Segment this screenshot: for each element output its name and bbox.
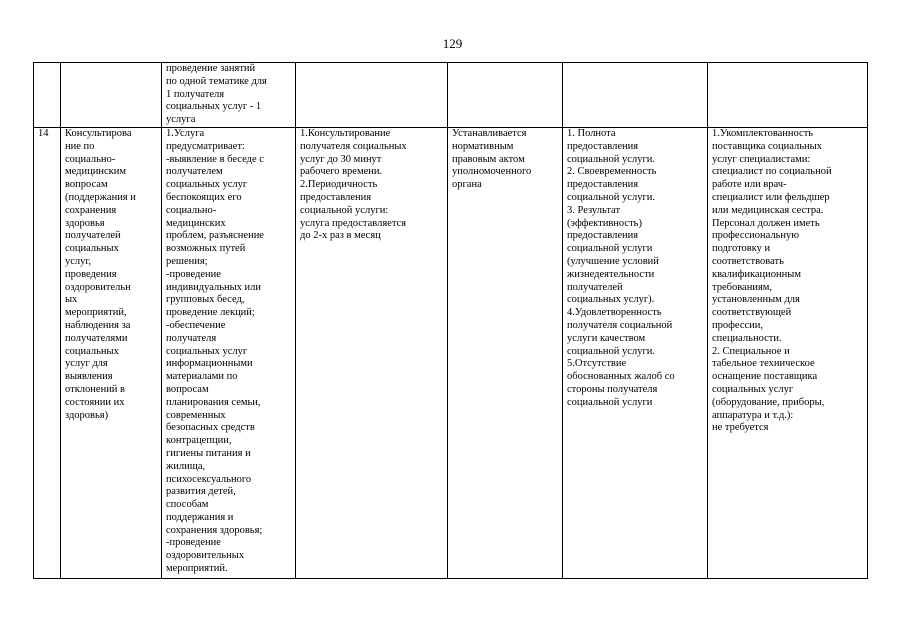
cell-service-name xyxy=(61,63,162,128)
page-number: 129 xyxy=(442,36,463,51)
cell-service-description: проведение занятий по одной тематике для 1 получателя социальных услуг - 1 услуга xyxy=(162,63,296,128)
cell-service-timing: Устанавливается нормативным правовым актом уполномоченного органа xyxy=(448,127,563,578)
cell-service-name: Консультирова ние по социально- медицинским вопросам (поддержания и сохранения здоровья получателей социальных услуг, проведения оздоровительн ых мероприятий, наблюдения за получателями социальных услуг для выявления отклонений в состоянии их здоровья) xyxy=(61,127,162,578)
cell-quality-indicators xyxy=(563,63,708,128)
cell-service-conditions xyxy=(708,63,868,128)
cell-service-conditions: 1.Укомплектованность поставщика социальных услуг специалистами: специалист по социальной работе или врач- специалист или фельдшер или медицинская сестра. Персонал должен иметь профессиональную подготовку и соответствовать квалификационным требованиям, установленным для соответствующей профессии, специальности. 2. Специальное и табельное техническое оснащение поставщика социальных услуг (оборудование, приборы, аппаратура и т.д.): не требуется xyxy=(708,127,868,578)
cell-quality-indicators: 1. Полнота предоставления социальной услуги. 2. Своевременность предоставления социальной услуги. 3. Результат (эффективность) предоставления социальной услуги (улучшение условий жизнедеятельности получателей социальных услуг). 4.Удовлетворенность получателя социальной услуги качеством социальной услуги. 5.Отсутствие обоснованных жалоб со стороны получателя социальной услуги xyxy=(563,127,708,578)
cell-number xyxy=(34,63,61,128)
table-row-14 xyxy=(34,127,868,578)
table-row-continuation xyxy=(34,63,868,128)
cell-service-volume xyxy=(296,63,448,128)
cell-service-timing xyxy=(448,63,563,128)
services-table xyxy=(33,62,868,579)
cell-service-description: 1.Услуга предусматривает: -выявление в беседе с получателем социальных услуг беспокоящих его социально- медицинских проблем, разъяснение возможных путей решения; -проведение индивидуальных или групповых бесед, проведение лекций; -обеспечение получателя социальных услуг информационными материалами по вопросам планирования семьи, современных безопасных средств контрацепции, гигиены питания и жилища, психосексуального развития детей, способам поддержания и сохранения здоровья; -проведение оздоровительных мероприятий. xyxy=(162,127,296,578)
cell-number: 14 xyxy=(34,127,61,578)
cell-service-volume: 1.Консультирование получателя социальных услуг до 30 минут рабочего времени. 2.Периодичность предоставления социальной услуги: услуга предоставляется до 2-х раз в месяц xyxy=(296,127,448,578)
